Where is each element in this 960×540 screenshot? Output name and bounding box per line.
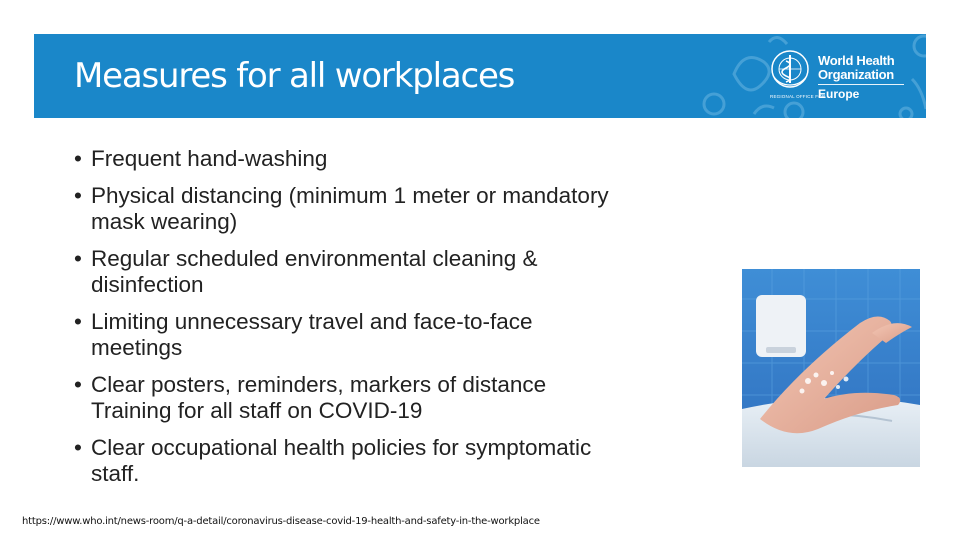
bullet-text: Regular scheduled environmental cleaning & — [91, 246, 538, 271]
logo-region: Europe — [818, 87, 860, 101]
hand-washing-photo — [742, 269, 920, 467]
logo-office-text: REGIONAL OFFICE FOR — [770, 94, 826, 99]
who-logo — [766, 46, 916, 108]
logo-divider — [818, 84, 904, 85]
list-item — [74, 146, 744, 172]
hands-washing-with-soap-photo — [742, 269, 920, 467]
source-link[interactable]: https://www.who.int/news-room/q-a-detail/coronavirus-disease-covid-19-health-and-safety-in-the-workplace — [22, 516, 540, 527]
list-item — [74, 435, 744, 487]
list-item — [74, 309, 744, 361]
bullet-text: Clear posters, reminders, markers of distance — [91, 372, 547, 397]
logo-text-line1: World Health — [818, 53, 895, 68]
measures-list — [74, 146, 744, 498]
slide-title: Measures for all workplaces — [74, 56, 515, 96]
bullet-text: Physical distancing (minimum 1 meter or mandatory — [91, 183, 609, 208]
bullet-text-continued: staff. — [91, 461, 140, 486]
bullet-text: Frequent hand-washing — [91, 146, 328, 171]
bullet-text: Limiting unnecessary travel and face-to-face — [91, 309, 533, 334]
who-emblem-icon — [770, 49, 810, 89]
bullet-text-continued: meetings — [91, 335, 183, 360]
list-item — [74, 372, 744, 424]
bullet-text-continued: mask wearing) — [91, 209, 238, 234]
list-item — [74, 183, 744, 235]
logo-text-line2: Organization — [818, 67, 894, 82]
list-item — [74, 246, 744, 298]
bullet-text-continued: Training for all staff on COVID-19 — [91, 398, 423, 423]
title-banner — [34, 34, 926, 118]
bullet-text: Clear occupational health policies for symptomatic — [91, 435, 592, 460]
bullet-text-continued: disinfection — [91, 272, 204, 297]
